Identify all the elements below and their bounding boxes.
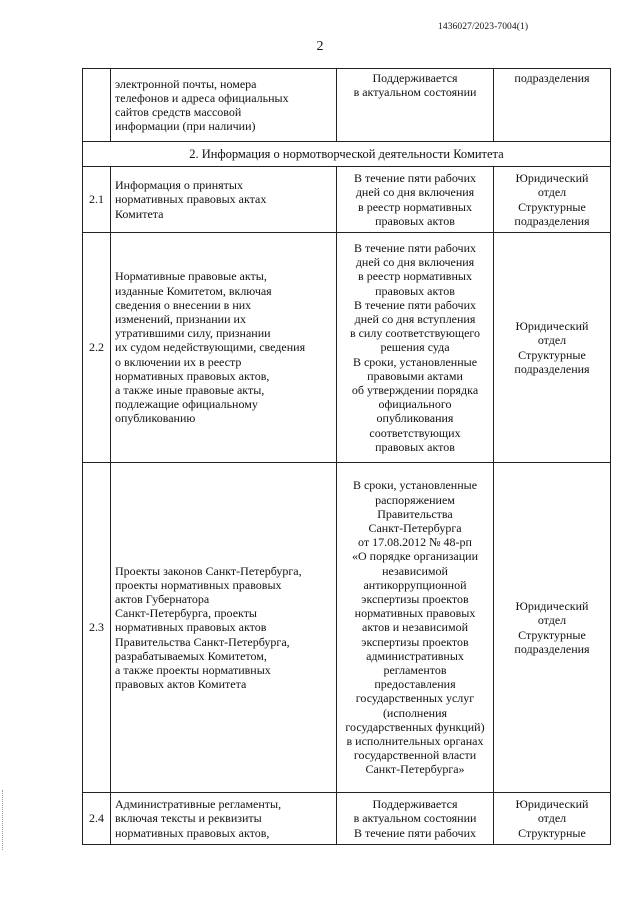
- cell-line: соответствующих: [369, 425, 461, 440]
- cell-line: решения суда: [380, 340, 450, 355]
- cell-line: Санкт-Петербурга»: [365, 762, 465, 777]
- document-id: 1436027/2023-7004(1): [438, 22, 529, 32]
- cell-line: Юридический: [515, 319, 589, 334]
- cell-line: актов Губернатора: [115, 591, 210, 606]
- cell-line: дней со дня вступления: [354, 311, 476, 326]
- cell-line: антикоррупционной: [363, 577, 467, 592]
- cell-line: Комитета: [115, 206, 164, 221]
- cell-line: Правительства: [377, 506, 453, 521]
- cell-line: нормативных правовых: [354, 606, 476, 621]
- scan-margin-mark: [2, 790, 4, 850]
- cell-line: в реестр нормативных: [358, 199, 472, 214]
- cell-line: подразделения: [514, 213, 590, 228]
- cell-line: Информация о принятых: [115, 178, 243, 193]
- cell-line: электронной почты, номера: [115, 76, 257, 91]
- cell-line: Структурные: [518, 347, 586, 362]
- row-number-cell: 2.1: [83, 167, 111, 233]
- cell-line: (исполнения: [382, 705, 448, 720]
- cell-line: официального: [378, 397, 452, 412]
- cell-line: В течение пяти рабочих: [354, 825, 476, 840]
- table-row: [83, 793, 611, 845]
- cell-line: Санкт-Петербурга, проекты: [115, 606, 257, 621]
- cell-line: отдел: [537, 613, 567, 628]
- cell-line: Правительства Санкт-Петербурга,: [115, 634, 290, 649]
- cell-line: их судом недействующими, сведения: [115, 340, 306, 355]
- cell-line: правовыми актами: [367, 368, 463, 383]
- cell-line: от 17.08.2012 № 48-рп: [358, 535, 472, 550]
- cell-line: в актуальном состоянии: [353, 811, 477, 826]
- cell-line: Юридический: [515, 171, 589, 186]
- cell-line: В течение пяти рабочих: [354, 297, 476, 312]
- cell-line: информации (при наличии): [115, 119, 256, 134]
- cell-line: разрабатываемых Комитетом,: [115, 648, 267, 663]
- page-number: 2: [316, 39, 324, 54]
- cell-line: регламентов: [383, 663, 447, 677]
- responsible-cell: [494, 793, 611, 845]
- cell-line: В течение пяти рабочих: [354, 240, 476, 255]
- cell-line: в исполнительных органах: [346, 734, 484, 749]
- term-cell: [337, 167, 494, 233]
- cell-line: Санкт-Петербурга: [368, 520, 462, 535]
- cell-line: а также иные правовые акты,: [115, 383, 265, 397]
- cell-line: опубликованию: [115, 411, 196, 426]
- cell-line: опубликования: [376, 411, 454, 426]
- term-cell: [337, 793, 494, 845]
- responsible-cell: [494, 463, 611, 793]
- table-row: [83, 167, 611, 233]
- cell-line: сведения о внесении в них: [115, 297, 252, 312]
- cell-line: предоставления: [374, 677, 456, 692]
- cell-line: в реестр нормативных: [358, 269, 472, 284]
- cell-line: актов и независимой: [362, 620, 468, 635]
- description-cell: [111, 793, 337, 845]
- cell-line: телефонов и адреса официальных: [115, 90, 289, 105]
- cell-line: правовых актов: [375, 439, 455, 454]
- term-cell: [337, 463, 494, 793]
- cell-line: распоряжением: [375, 492, 455, 507]
- responsible-cell: [494, 69, 611, 142]
- table-row: [83, 463, 611, 793]
- cell-line: Нормативные правовые акты,: [115, 269, 267, 284]
- cell-line: Структурные: [518, 825, 586, 840]
- cell-line: нормативных правовых актов,: [115, 368, 270, 383]
- cell-line: экспертизы проектов: [361, 634, 469, 649]
- cell-line: государственной власти: [353, 748, 477, 763]
- cell-line: экспертизы проектов: [361, 591, 469, 606]
- cell-line: Юридический: [515, 797, 589, 812]
- term-cell: [337, 69, 494, 142]
- description-cell: [111, 167, 337, 233]
- cell-line: а также проекты нормативных: [115, 663, 271, 677]
- section-title: 2. Информация о нормотворческой деятельности Комитета: [83, 142, 611, 167]
- row-number-cell: 2.3: [83, 463, 111, 793]
- cell-line: правовых актов: [375, 213, 455, 228]
- section-header-row: [83, 142, 611, 167]
- cell-line: о включении их в реестр: [115, 354, 242, 369]
- row-number-cell: [83, 69, 111, 142]
- cell-line: проекты нормативных правовых: [115, 577, 282, 592]
- cell-line: Структурные: [518, 199, 586, 214]
- cell-line: подразделения: [514, 361, 590, 376]
- cell-line: «О порядке организации: [352, 549, 478, 564]
- cell-line: В сроки, установленные: [352, 354, 478, 369]
- table-row: [83, 233, 611, 463]
- responsible-cell: [494, 233, 611, 463]
- cell-line: нормативных правовых актов,: [115, 825, 270, 840]
- description-cell: [111, 233, 337, 463]
- description-cell: [111, 69, 337, 142]
- cell-line: сайтов средств массовой: [115, 105, 242, 119]
- cell-line: Структурные: [518, 627, 586, 642]
- cell-line: изданные Комитетом, включая: [115, 283, 272, 298]
- cell-line: дней со дня включения: [355, 185, 475, 200]
- responsible-cell: [494, 167, 611, 233]
- cell-line: утратившими силу, признании: [115, 326, 271, 341]
- cell-line: отдел: [537, 333, 567, 348]
- cell-line: об утверждении порядка: [351, 383, 479, 397]
- cell-line: подразделения: [514, 641, 590, 656]
- cell-line: Административные регламенты,: [115, 797, 282, 812]
- cell-line: включая тексты и реквизиты: [115, 811, 262, 826]
- cell-line: нормативных правовых актах: [115, 192, 267, 207]
- cell-line: Юридический: [515, 599, 589, 614]
- term-cell: [337, 233, 494, 463]
- cell-line: Поддерживается: [372, 71, 458, 85]
- row-number-cell: 2.2: [83, 233, 111, 463]
- cell-line: дней со дня включения: [355, 255, 475, 270]
- cell-line: подлежащие официальному: [115, 397, 258, 412]
- cell-line: независимой: [382, 563, 448, 578]
- row-number-cell: 2.4: [83, 793, 111, 845]
- description-cell: [111, 463, 337, 793]
- cell-line: Поддерживается: [372, 797, 458, 812]
- cell-line: в силу соответствующего: [349, 326, 481, 341]
- info-table: [82, 68, 611, 845]
- cell-line: подразделения: [514, 71, 590, 85]
- cell-line: В сроки, установленные: [352, 478, 478, 493]
- cell-line: правовых актов Комитета: [115, 677, 247, 692]
- table-row: [83, 69, 611, 142]
- cell-line: отдел: [537, 811, 567, 826]
- cell-line: отдел: [537, 185, 567, 200]
- cell-line: В течение пяти рабочих: [354, 171, 476, 186]
- cell-line: государственных услуг: [355, 691, 475, 706]
- cell-line: государственных функций): [345, 719, 485, 734]
- cell-line: административных: [366, 648, 464, 663]
- cell-line: в актуальном состоянии: [353, 85, 477, 100]
- cell-line: нормативных правовых актов: [115, 620, 267, 635]
- cell-line: правовых актов: [375, 283, 455, 298]
- cell-line: Проекты законов Санкт-Петербурга,: [115, 563, 302, 578]
- cell-line: изменений, признании их: [115, 311, 246, 326]
